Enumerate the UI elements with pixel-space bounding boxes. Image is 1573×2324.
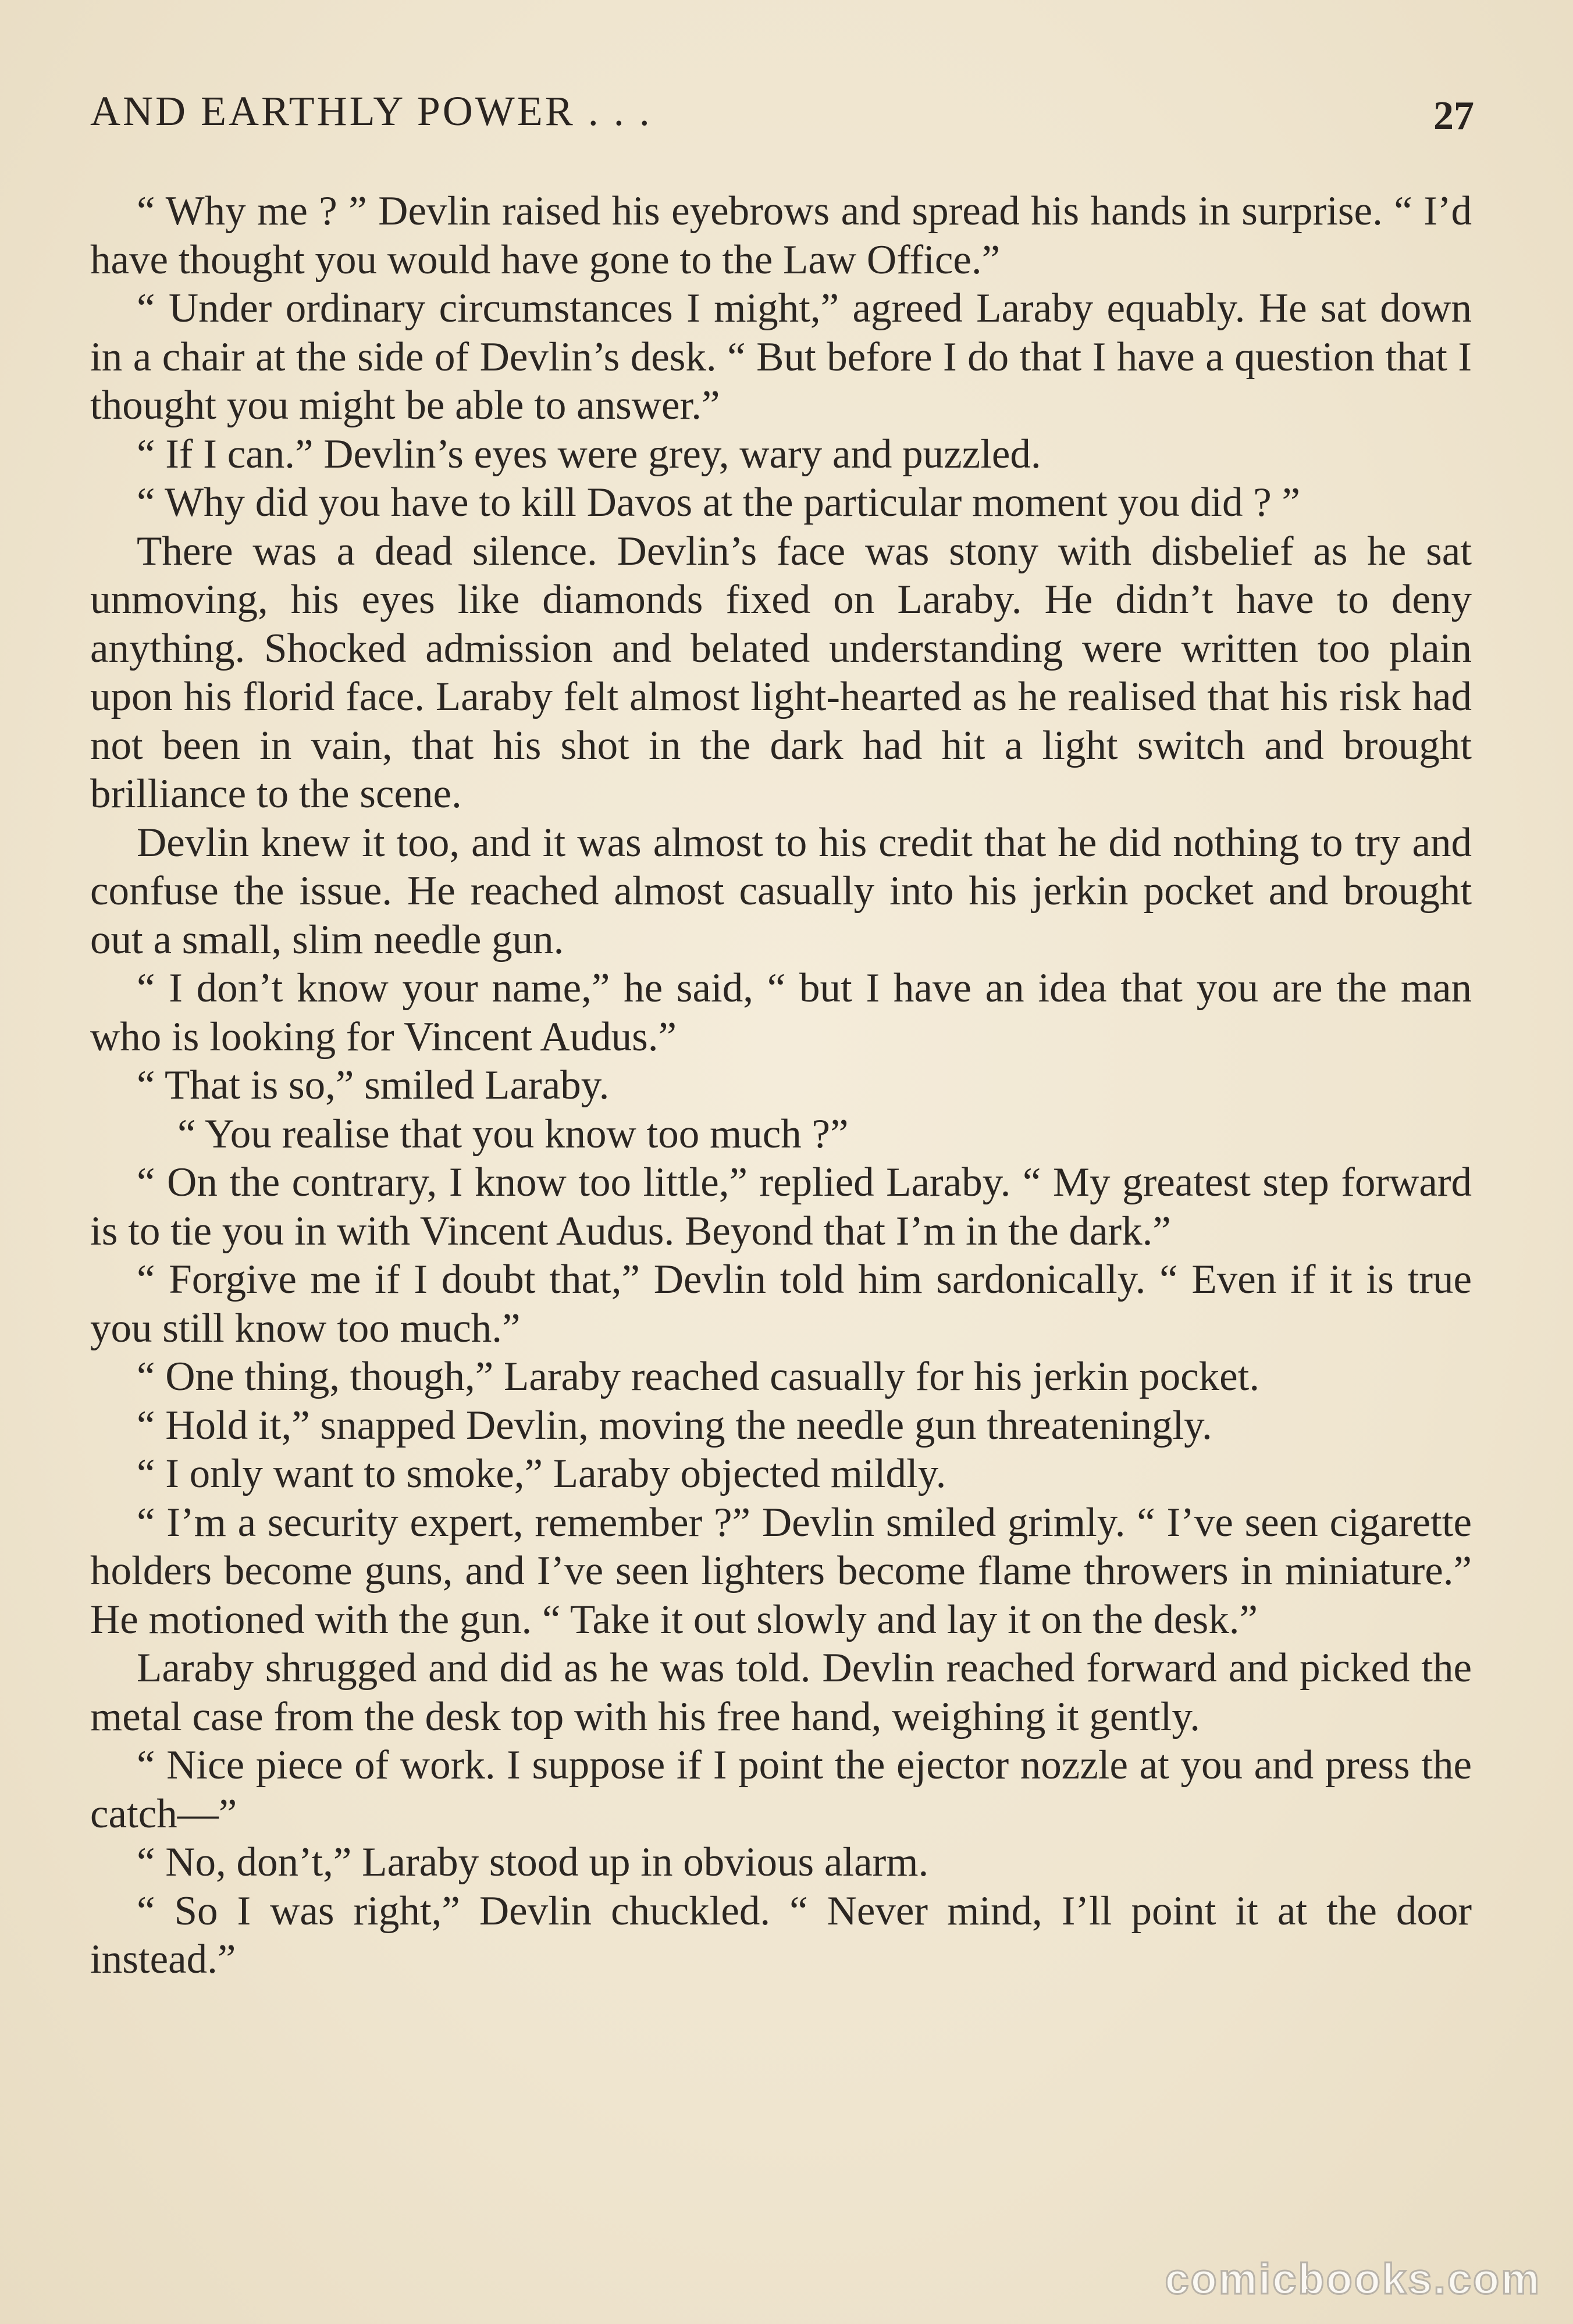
paragraph: “ Hold it,” snapped Devlin, moving the needle gun threateningly. [137, 1402, 1212, 1448]
page-header [90, 87, 1474, 151]
page-number: 27 [1433, 94, 1474, 138]
paragraph: “ Why me ? ” Devlin raised his eyebrows and spread his hands in surprise. “ I’d have thought you would have gone to the Law Office.” [90, 188, 1472, 283]
paragraph: “ Why did you have to kill Davos at the particular moment you did ? ” [137, 480, 1300, 525]
paragraph: “ Nice piece of work. I suppose if I point the ejector nozzle at you and press the catch—” [90, 1742, 1472, 1837]
paragraph: “ Forgive me if I doubt that,” Devlin told him sardonically. “ Even if it is true you still know too much.” [90, 1257, 1472, 1351]
paragraph: “ So I was right,” Devlin chuckled. “ Never mind, I’ll point it at the door instead.” [90, 1888, 1472, 1982]
watermark: comicbooks.com [1165, 2255, 1541, 2303]
paragraph: Devlin knew it too, and it was almost to his credit that he did nothing to try and confuse the issue. He reached almost casually into his jerkin pocket and brought out a small, slim needle gun. [90, 819, 1472, 963]
paragraph: “ On the contrary, I know too little,” replied Laraby. “ My greatest step forward is to tie you in with Vincent Audus. Beyond that I’m in the dark.” [90, 1160, 1472, 1254]
paragraph: There was a dead silence. Devlin’s face was stony with disbelief as he sat unmoving, his eyes like diamonds fixed on Laraby. He didn’t have to deny anything. Shocked admission and belated understanding were written too plain upon his florid face. Laraby felt almost light-hearted as he realised that his risk had not been in vain, that his shot in the dark had hit a light switch and brought brilliance to the scene. [90, 528, 1472, 817]
body-text [90, 187, 1472, 1984]
paragraph: “ One thing, though,” Laraby reached casually for his jerkin pocket. [137, 1354, 1260, 1399]
paragraph: “ That is so,” smiled Laraby. [137, 1063, 610, 1108]
paragraph: “ I only want to smoke,” Laraby objected mildly. [137, 1451, 946, 1496]
paragraph: “ I don’t know your name,” he said, “ but I have an idea that you are the man who is looking for Vincent Audus.” [90, 965, 1472, 1060]
paragraph: “ If I can.” Devlin’s eyes were grey, wary and puzzled. [137, 431, 1041, 477]
paragraph: “ No, don’t,” Laraby stood up in obvious alarm. [137, 1840, 929, 1885]
paragraph: “ Under ordinary circumstances I might,” agreed Laraby equably. He sat down in a chair at the side of Devlin’s desk. “ But before I do that I have a question that I thought you might be able to answer.” [90, 286, 1472, 428]
paragraph: Laraby shrugged and did as he was told. Devlin reached forward and picked the metal case from the desk top with his free hand, weighing it gently. [90, 1645, 1472, 1740]
paragraph: “ I’m a security expert, remember ?” Devlin smiled grimly. “ I’ve seen cigarette holders become guns, and I’ve seen lighters become flame throwers in miniature.” He motioned with the gun. “ Take it out slowly and lay it on the desk.” [90, 1499, 1472, 1642]
running-title: AND EARTHLY POWER . . . [90, 88, 652, 134]
paragraph: “ You realise that you know too much ?” [177, 1111, 849, 1157]
